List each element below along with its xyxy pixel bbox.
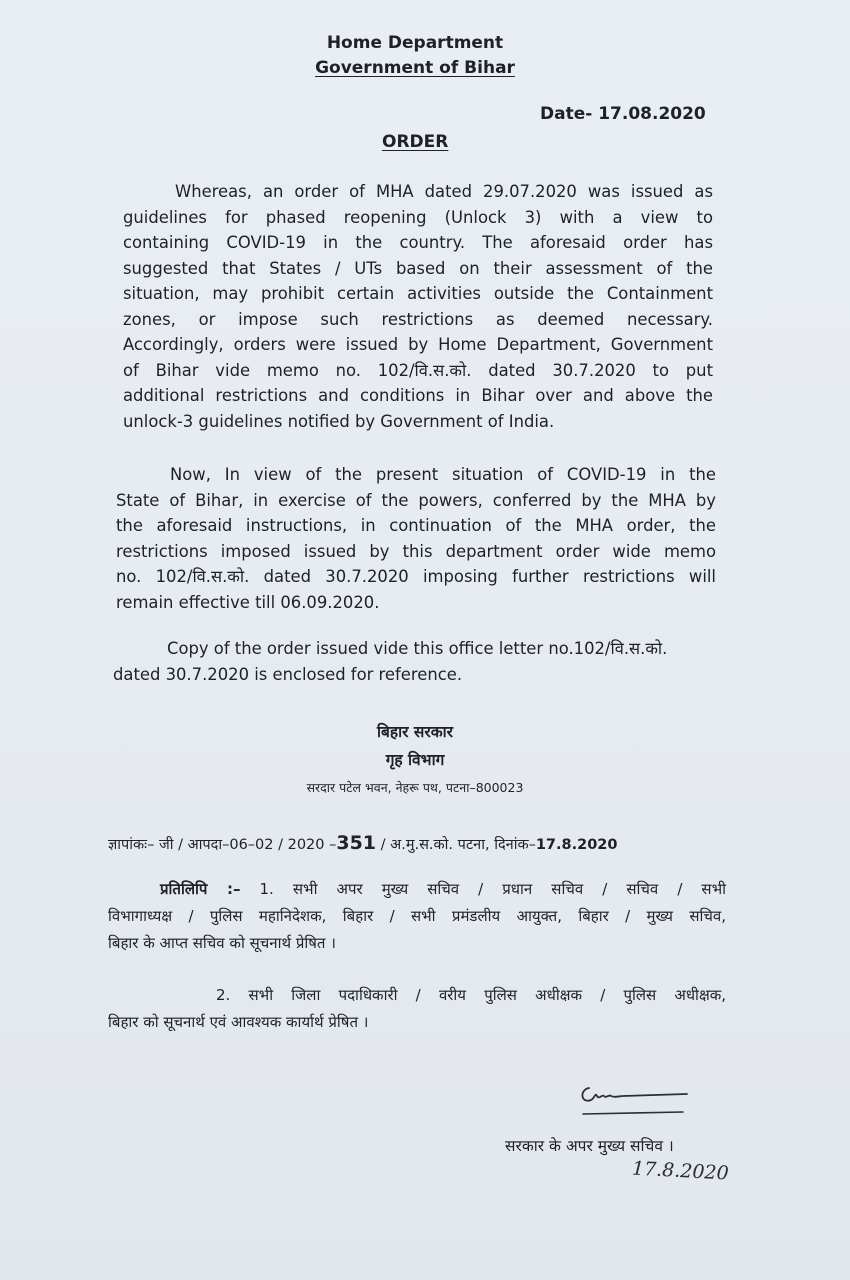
memo-suffix: / अ.मु.स.को. पटना, दिनांक–	[376, 837, 536, 853]
paragraph-line: Whereas, an order of MHA dated 29.07.2020 was issued as	[175, 182, 713, 201]
copy-line: बिहार के आप्त सचिव को सूचनार्थ प्रेषित ।	[108, 934, 336, 952]
paragraph-line: situation, may prohibit certain activities outside the Containment	[123, 284, 713, 303]
paragraph-line: Now, In view of the present situation of COVID-19 in the	[170, 465, 716, 484]
paragraph-line: containing COVID-19 in the country. The aforesaid order has	[123, 233, 713, 252]
memo-prefix: ज्ञापांकः– जी / आपदा–06–02 / 2020 –	[108, 837, 337, 853]
paragraph-line: remain effective till 06.09.2020.	[116, 592, 380, 612]
paragraph-line: the aforesaid instructions, in continuation of the MHA order, the	[116, 516, 716, 535]
order-title: ORDER	[382, 132, 449, 152]
copy-line: 2. सभी जिला पदाधिकारी / वरीय पुलिस अधीक्षक / पुलिस अधीक्षक,	[216, 986, 726, 1004]
copy-to-list-2	[108, 982, 726, 1036]
signatory-title: सरकार के अपर मुख्य सचिव ।	[505, 1137, 674, 1155]
signature-date: 17.8.2020	[631, 1157, 730, 1185]
order-date: Date- 17.08.2020	[540, 104, 706, 124]
paragraph-line: Copy of the order issued vide this office letter no.102/वि.स.को.	[167, 639, 668, 658]
paragraph-line: State of Bihar, in exercise of the powers, conferred by the MHA by	[116, 490, 716, 510]
paragraph-line: additional restrictions and conditions in Bihar over and above the	[123, 386, 713, 405]
paragraph-line: no. 102/वि.स.को. dated 30.7.2020 imposing further restrictions will	[116, 567, 716, 586]
paragraph-copy	[113, 636, 723, 687]
memo-reference	[108, 832, 617, 854]
copy-to-list-1	[108, 876, 726, 957]
department-heading: Home Department	[326, 33, 504, 53]
copy-line: विभागाध्यक्ष / पुलिस महानिदेशक, बिहार / सभी प्रमंडलीय आयुक्त, बिहार / मुख्य सचिव,	[108, 907, 726, 925]
paragraph-line: unlock-3 guidelines notified by Government of India.	[123, 411, 555, 431]
paragraph-line: dated 30.7.2020 is enclosed for reference.	[113, 664, 463, 684]
copy-first-line: 1. सभी अपर मुख्य सचिव / प्रधान सचिव / सचिव / सभी	[240, 880, 727, 898]
copy-label: प्रतिलिपि :–	[160, 880, 241, 898]
paragraph-whereas	[123, 179, 713, 434]
paragraph-line: of Bihar vide memo no. 102/वि.स.को. dated 30.7.2020 to put	[123, 360, 713, 380]
paragraph-line: suggested that States / UTs based on their assessment of the	[123, 258, 713, 278]
office-govt-name: बिहार सरकार	[377, 723, 453, 741]
government-heading: Government of Bihar	[315, 58, 515, 78]
office-address: सरदार पटेल भवन, नेहरू पथ, पटना–800023	[306, 780, 524, 795]
handwritten-signature	[575, 1074, 695, 1124]
copy-line: बिहार को सूचनार्थ एवं आवश्यक कार्यार्थ प्रेषित ।	[108, 1013, 369, 1031]
paragraph-line: Accordingly, orders were issued by Home Department, Government	[123, 335, 713, 354]
paragraph-line: guidelines for phased reopening (Unlock 3) with a view to	[123, 207, 713, 227]
office-department-name: गृह विभाग	[385, 751, 445, 769]
memo-date: 17.8.2020	[535, 837, 618, 853]
copy-line	[108, 876, 726, 903]
paragraph-line: restrictions imposed issued by this department order wide memo	[116, 541, 716, 561]
paragraph-line: zones, or impose such restrictions as deemed necessary.	[123, 309, 713, 329]
memo-number: 351	[336, 832, 377, 854]
paragraph-now	[116, 462, 716, 615]
